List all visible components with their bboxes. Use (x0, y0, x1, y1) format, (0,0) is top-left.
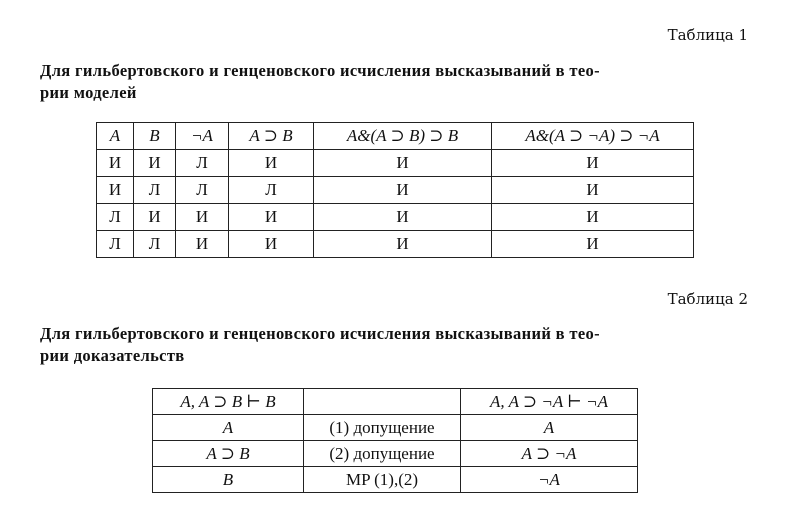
table2-heading-line1: Для гильбертовского и генценовского исчисления высказываний в тео- (40, 324, 600, 343)
table-cell: A, A ⊃ ¬A ⊢ ¬A (461, 389, 638, 415)
table-cell: A (461, 415, 638, 441)
table-cell: И (229, 231, 314, 258)
table2-heading-line2: рии доказательств (40, 346, 185, 365)
table-cell: И (229, 204, 314, 231)
table-cell: И (314, 231, 492, 258)
table-row (153, 467, 638, 493)
table1-caption: Таблица 1 (667, 26, 748, 44)
proof-table (152, 388, 638, 493)
table-cell: Л (134, 177, 176, 204)
column-header: ¬A (176, 123, 229, 150)
table-cell: И (97, 177, 134, 204)
table-cell: И (314, 150, 492, 177)
table-cell: И (314, 177, 492, 204)
table2-caption: Таблица 2 (667, 290, 748, 308)
table-row (97, 204, 694, 231)
table-cell: ¬A (461, 467, 638, 493)
table-cell: A ⊃ B (153, 441, 304, 467)
table-cell: И (492, 150, 694, 177)
table-cell: Л (176, 150, 229, 177)
table-row (153, 415, 638, 441)
table-header-row (153, 389, 638, 415)
table-cell: A, A ⊃ B ⊢ B (153, 389, 304, 415)
table-cell: И (492, 231, 694, 258)
table2-heading (40, 323, 750, 367)
table-cell: A (153, 415, 304, 441)
column-header: B (134, 123, 176, 150)
column-header: A (97, 123, 134, 150)
table-cell: И (229, 150, 314, 177)
table-cell: (1) допущение (304, 415, 461, 441)
column-header: A&(A ⊃ B) ⊃ B (314, 123, 492, 150)
table-cell: (2) допущение (304, 441, 461, 467)
table1-heading-line1: Для гильбертовского и генценовского исчисления высказываний в тео- (40, 61, 600, 80)
table-cell: И (176, 231, 229, 258)
column-header: A ⊃ B (229, 123, 314, 150)
table-cell: A ⊃ ¬A (461, 441, 638, 467)
table-cell (304, 389, 461, 415)
table-cell: И (134, 150, 176, 177)
table-header-row (97, 123, 694, 150)
table-cell: Л (134, 231, 176, 258)
table-cell: Л (97, 231, 134, 258)
table-cell: И (492, 177, 694, 204)
table1-heading-line2: рии моделей (40, 83, 137, 102)
table-cell: Л (97, 204, 134, 231)
table-cell: B (153, 467, 304, 493)
table-row (153, 441, 638, 467)
table-cell: И (134, 204, 176, 231)
table-cell: Л (229, 177, 314, 204)
table-cell: MP (1),(2) (304, 467, 461, 493)
table-cell: И (314, 204, 492, 231)
column-header: A&(A ⊃ ¬A) ⊃ ¬A (492, 123, 694, 150)
table-row (97, 231, 694, 258)
table-cell: И (176, 204, 229, 231)
table-cell: Л (176, 177, 229, 204)
table-cell: И (97, 150, 134, 177)
table-row (97, 150, 694, 177)
truth-table (96, 122, 694, 258)
table-row (97, 177, 694, 204)
table-cell: И (492, 204, 694, 231)
table1-heading (40, 60, 750, 104)
